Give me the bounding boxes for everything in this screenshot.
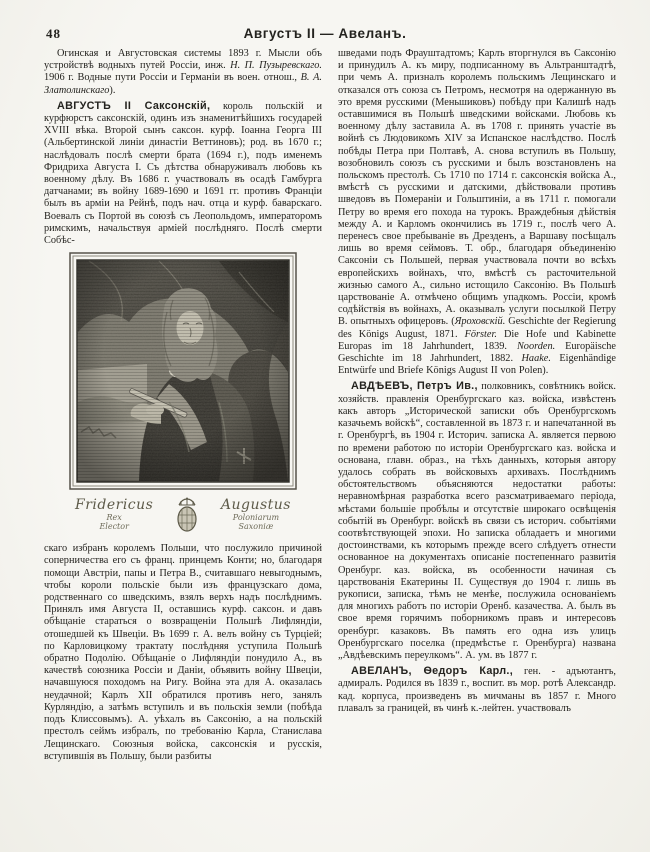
italic-text-run: Яроховскій. — [454, 316, 506, 328]
text-run: полковникъ, совѣтникъ войск. хозяйств. правленія Оренбургскаго каз. войска, извѣстенъ какъ авторъ „Исторической записки объ Оренбургскомъ казачьемъ войскѣ“, составленной въ 1873 г. и напечатанной въ г. Оренбургѣ, въ 1904 г. Историч. записка А. является первою по времени работою по исторіи Оренбургскаго каз. войска и основана, главн. образ., на тѣхъ данныхъ, которыя автору удалось собрать въ войсковыхъ архивахъ. Послѣднимъ обстоятельствомъ объясняются недостатки работы: неравномѣрная разработка всего разсматриваемаго періода, мѣстами большіе пробѣлы и отсутствіе широкаго освѣщенія событій въ Оренбург. войскѣ въ связи съ историч. событіями соотвѣтствующей эпохи. Но записка обладаетъ и многими достоинствами, къ которымъ прежде всего слѣдуетъ отнести основанное на документахъ описаніе постепеннаго развитія Оренбург. каз. войска, въ особенности начиная съ царствованія Екатерины II. Существуя до 1904 г. лишь въ рукописи, записка, тѣмъ не менѣе, послужила основаніемъ для многихъ работъ по исторіи Оренб. казачества. А. былъ въ свое время горячимъ поборникомъ правъ и интересовъ оренбург. казаковъ. Въ память его одна изъ улицъ Оренбургскаго поселка (предмѣстье г. Оренбурга) названа „Авдѣевскимъ переулкомъ“. А. ум. въ 1877 г. — [338, 381, 616, 661]
inscription-saxoniae: Saxoniæ — [238, 522, 274, 532]
entry-august-ii-continued-right — [338, 48, 616, 377]
entry-august-ii — [44, 100, 322, 247]
portrait-figure — [69, 252, 297, 539]
coat-of-arms-icon — [174, 497, 200, 535]
page-header — [0, 26, 650, 46]
text-run: Die Hofe und Kabinette Europas im 18 Jahrhundert, 1839. — [338, 328, 616, 352]
inscription-poloniarum: Poloniarum — [232, 513, 280, 523]
inscription-right — [221, 497, 291, 531]
entry-headword: АВГУСТЪ II Саксонскій, — [57, 99, 211, 112]
text-run: Europäische Geschichte im 18 Jahrhundert, 1882. — [338, 340, 616, 365]
text-run: король польскій и курфюрстъ саксонскій, одинъ изъ знаменитѣйшихъ государей XVIII вѣка. Второй сынъ саксон. курф. Іоанна Георга III (Альбертинской линіи династіи Веттиновъ); род. въ 1670 г.; наслѣдовалъ послѣ смерти брата (1694 г.), подъ именемъ Фридриха Августа I. Съ дѣтства обнаруживалъ любовь къ военному дѣлу. Въ 1686 г. участвовалъ въ осадѣ Гамбурга датчанами; въ войну 1689-1690 и 1691 гг. противъ Франціи былъ въ арміи на Рейнѣ, подъ нач. отца и курф. баварскаго. Воевалъ съ Портой въ союзѣ съ Леопольдомъ, императоромъ римскимъ, начальствуя арміей послѣдняго. Послѣ смерти Собѣс- — [44, 100, 322, 247]
text-run: 1906 г. Водные пути Россіи и Германіи въ воен. отнош., — [44, 72, 301, 84]
italic-text-run: Haake. — [521, 353, 551, 365]
text-run: шведами подъ Фрауштадтомъ; Карлъ вторгнулся въ Саксонію и принудилъ А. къ миру, подписанному въ Альтранштадтѣ, при чемъ А. призналъ королемъ польскимъ Лещинскаго и отказался отъ союза съ Петромъ, несмотря на одержанную въ это время русскими (Меньшиковъ) побѣду при Калишѣ надъ оставшимися въ Польшѣ шведскими войсками. Любовь къ военному дѣлу заставила А. въ 1708 г. принять участіе въ войнѣ съ Людовикомъ XIV за Испанское наслѣдство. Послѣ побѣды Петра при Полтавѣ, А. снова вступилъ въ Польшу, возобновилъ союзъ съ русскими и былъ возстановленъ на польскомъ престолѣ. Съ 1710 по 1714 г. саксонскія войска А., вмѣстѣ съ русскими и датскими, дѣйствовали противъ шведовъ въ Помераніи и Гольштиніи, а въ 1711 г. помогали Петру во время его похода на турокъ. Враждебныя дѣйствія между А. и Карломъ окончились въ 1719 г., послѣ чего А. перенесъ свое пребываніе въ Дрезденъ, а Варшаву посѣщалъ лишь во время сеймовъ. Т. обр., благодаря объединенію Саксоніи съ Польшей, первая участвовала почти во всѣхъ европейскихъ войнахъ, что, вмѣстѣ съ расточительной жизнью самого А., сильно истощило Саксонію. Въ Польшѣ царствованіе А. отмѣчено общимъ упадкомъ. Россіи, кромѣ содѣйствія въ войнахъ, А. оказывалъ услуги посылкой Петру В. опытныхъ офицеровъ. ( — [338, 48, 616, 328]
portrait-inscription — [69, 495, 297, 539]
entry-avelan — [338, 665, 616, 715]
inscription-left — [75, 497, 153, 531]
portrait-engraving — [69, 252, 297, 490]
italic-text-run: Н. П. Пузыревскаго. — [230, 60, 322, 72]
entry-august-ii-continued — [44, 543, 322, 763]
text-run: ген. - адъютантъ, адмиралъ. Родился въ 1839 г., воспит. въ мор. ротѣ Александр. кад. корпуса, произведенъ въ мичманы въ 1857 г. Много плавалъ за границей, въ чинѣ к.-лейтен. участвовалъ — [338, 666, 616, 714]
entry-avdeev — [338, 380, 616, 662]
right-column — [338, 48, 616, 848]
inscription-fridericus: Fridericus — [75, 497, 154, 514]
running-title: Августъ II — Авеланъ. — [243, 26, 407, 41]
left-column — [44, 48, 322, 848]
inscription-rex: Rex — [106, 513, 122, 523]
page-number: 48 — [46, 26, 61, 41]
entry-headword: АВДѢЕВЪ, Петръ Ив., — [351, 380, 478, 393]
italic-text-run: Noorden. — [516, 340, 556, 352]
italic-text-run: В. А. Златолинскаго — [44, 72, 322, 96]
text-run: ). — [109, 84, 116, 96]
text-run: скаго избранъ королемъ Польши, что послужило причиной соперничества его съ франц. принцемъ Конти; но, благодаря помощи Австріи, папы и Петра В., считавшаго невыгоднымъ, чтобы короли польскіе были изъ французскаго дома, родственнаго со шведскимъ, взялъ верхъ надъ послѣднимъ. Принялъ имя Августа II, оставшись курф. саксон. и давъ обѣщаніе стараться о возвращеніи Польшѣ Лифляндіи, отошедшей къ Швеціи. Въ 1699 г. А. велъ войну съ Турціей; по Карловицкому трактату послѣдняя уступила Польшѣ обратно Подолію. Обѣщаніе о Лифляндіи понудило А., въ качествѣ союзника Россіи и Даніи, объявить войну Швеціи, начавшуюся походомъ на Ригу. Война эта для А. оказалась неудачной; Карлъ XII обратился противъ него, занялъ Курляндію, а затѣмъ вступилъ и въ польскія земли (побѣда подъ Клиссовымъ). А. уѣхалъ въ Саксонію, а на польскій престолъ сеймъ избралъ, по требованію Карла, Станислава Лещинскаго. Союзныя войска, саксонскія и русскія, вступившія въ Польшу, были разбиты — [44, 543, 322, 762]
italic-text-run: Förster. — [464, 328, 497, 340]
text-run: Eigenhändige Entwürfe und Briefe Königs August II von Polen). — [338, 353, 616, 377]
text-run: Geschichte der Regierung des Königs August, 1871. — [338, 316, 617, 340]
inscription-elector: Elector — [99, 522, 129, 532]
inscription-augustus: Augustus — [220, 497, 291, 514]
entry-headword: АВЕЛАНЪ, Ѳедоръ Карл., — [351, 665, 514, 678]
text-run: Огинская и Августовская системы 1893 г. Мысли объ устройствѣ водныхъ путей Россіи, инж. — [44, 48, 322, 72]
text-columns — [44, 48, 616, 848]
bibliography-paragraph — [44, 48, 322, 97]
